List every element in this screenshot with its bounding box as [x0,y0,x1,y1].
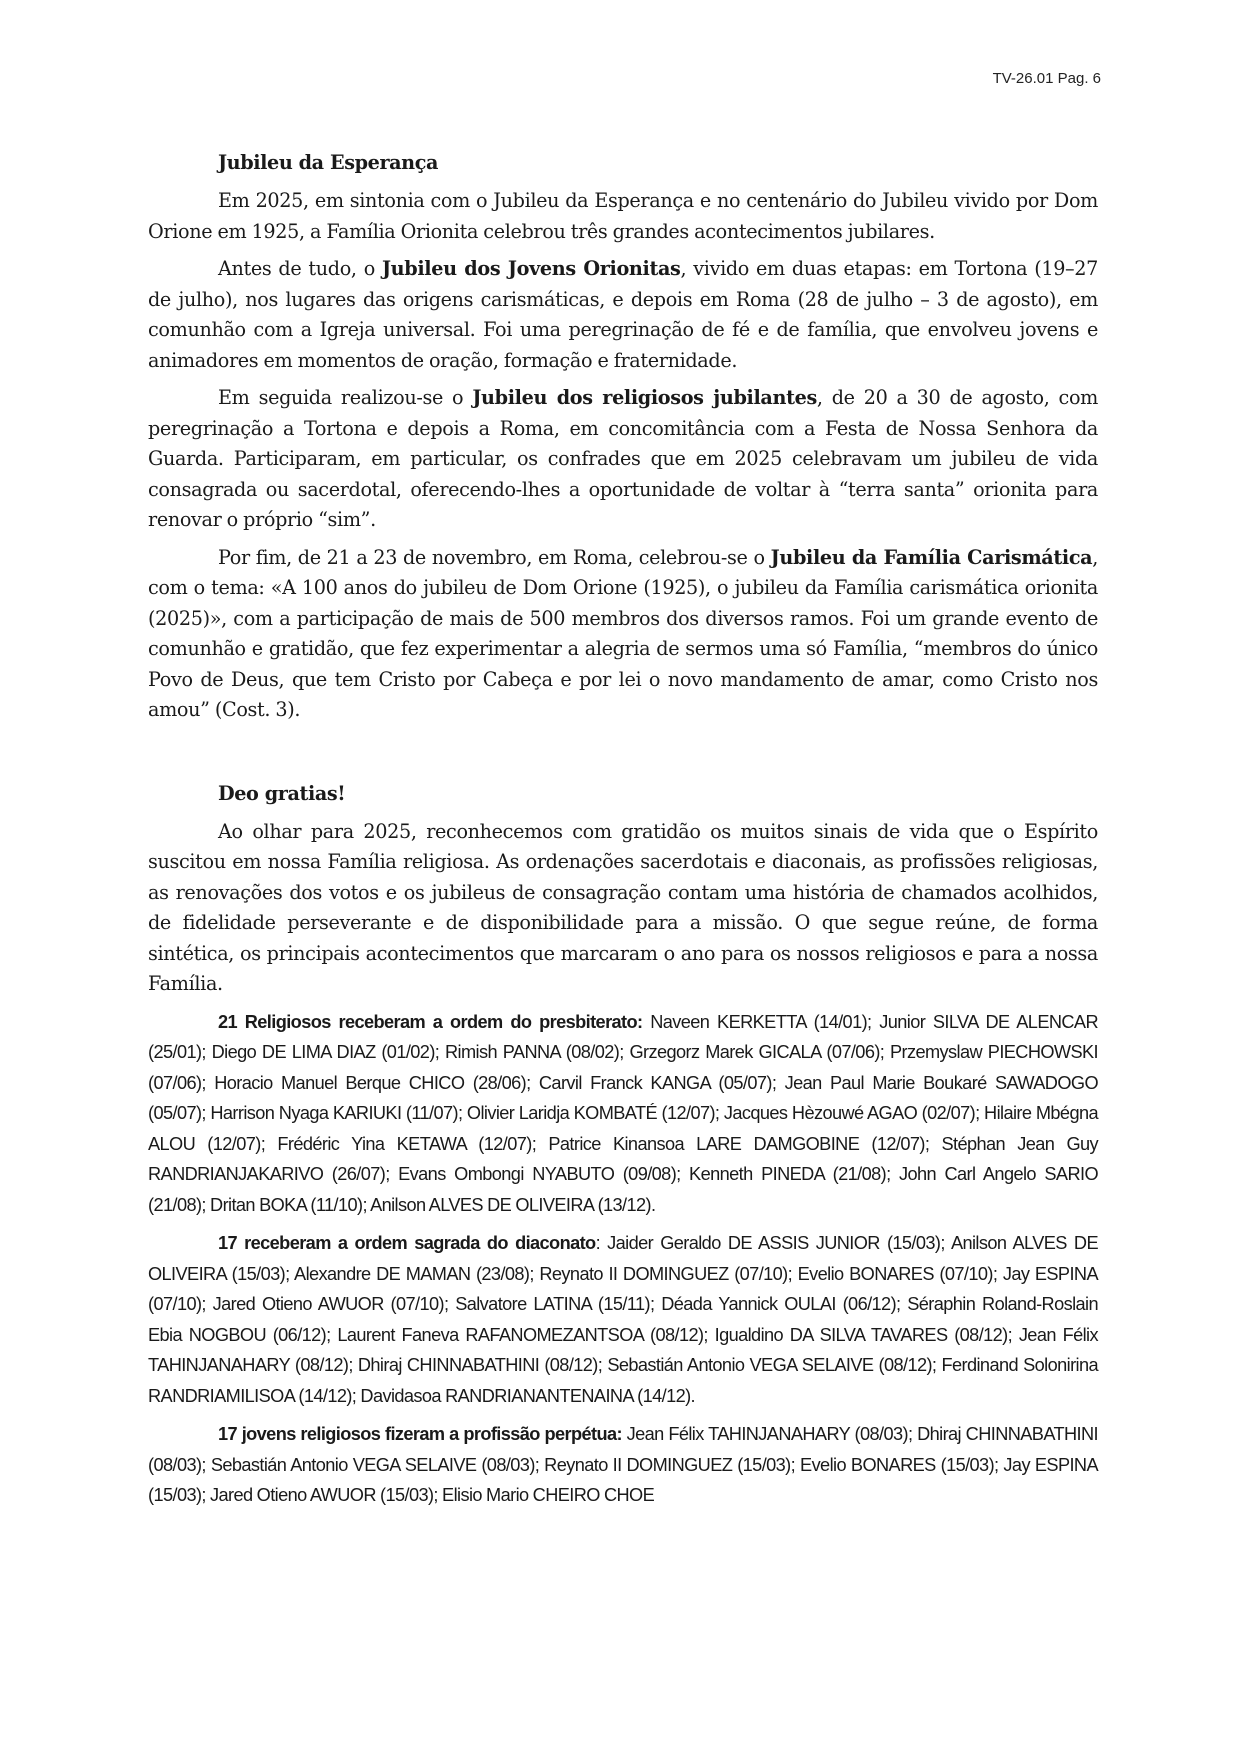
document-body [148,148,1098,1519]
list-names: Naveen KERKETTA (14/01); Junior SILVA DE ALENCAR (25/01); Diego DE LIMA DIAZ (01/02); Rimish PANNA (08/02); Grzegorz Marek GICALA (07/06); Przemyslaw PIECHOWSKI (07/06); Horacio Manuel Berque CHICO (28/06); Carvil Franck KANGA (05/07); Jean Paul Marie Boukaré SAWADOGO (05/07); Harrison Nyaga KARIUKI (11/07); Olivier Laridja KOMBATÉ (12/07); Jacques Hèzouwé AGAO (02/07); Hilaire Mbégna ALOU (12/07); Frédéric Yina KETAWA (12/07); Patrice Kinansoa LARE DAMGOBINE (12/07); Stéphan Jean Guy RANDRIANJAKARIVO (26/07); Evans Ombongi NYABUTO (09/08); Kenneth PINEDA (21/08); John Carl Angelo SARIO (21/08); Dritan BOKA (11/10); Anilson ALVES DE OLIVEIRA (13/12). [148,1011,1098,1215]
bold-term: Jubileu dos religiosos jubilantes [472,386,817,409]
text: , de 20 a 30 de agosto, com peregrinação a Tortona e depois a Roma, em concomitância com a Festa de Nossa Senhora da Guarda. Participaram, em particular, os confrades que em 2025 celebravam um jubileu de vida consagrada ou sacerdotal, oferecendo-lhes a oportunidade de voltar à “terra santa” orionita para renovar o próprio “sim”. [148,386,1098,531]
text: , com o tema: «A 100 anos do jubileu de Dom Orione (1925), o jubileu da Família carismática orionita (2025)», com a participação de mais de 500 membros dos diversos ramos. Foi um grande evento de comunhão e gratidão, que fez experimentar a alegria de sermos uma só Família, “membros do único Povo de Deus, que tem Cristo por Cabeça e por lei o novo mandamento de amar, como Cristo nos amou” (Cost. 3). [148,545,1098,721]
list-names: : Jaider Geraldo DE ASSIS JUNIOR (15/03); Anilson ALVES DE OLIVEIRA (15/03); Alexandre DE MAMAN (23/08); Reynato II DOMINGUEZ (07/10); Evelio BONARES (07/10); Jay ESPINA (07/10); Jared Otieno AWUOR (07/10); Salvatore LATINA (15/11); Déada Yannick OULAI (06/12); Séraphin Roland-Roslain Ebia NOGBOU (06/12); Laurent Faneva RAFANOMEZANTSOA (08/12); Igualdino DA SILVA TAVARES (08/12); Jean Félix TAHINJANAHARY (08/12); Dhiraj CHINNABATHINI (08/12); Sebastián Antonio VEGA SELAIVE (08/12); Ferdinand Solonirina RANDRIAMILISOA (14/12); Davidasoa RANDRIANANTENAINA (14/12). [148,1233,1098,1406]
section-title-jubileu: Jubileu da Esperança [218,151,439,174]
bold-term: Jubileu da Família Carismática [770,545,1093,569]
paragraph-intro: Em 2025, em sintonia com o Jubileu da Esperança e no centenário do Jubileu vivido por Dom Orione em 1925, a Família Orionita celebrou três grandes acontecimentos jubilares. [148,189,1098,243]
paragraph-deo-gratias: Ao olhar para 2025, reconhecemos com gratidão os muitos sinais de vida que o Espírito suscitou em nossa Família religiosa. As ordenações sacerdotais e diaconais, as profissões religiosas, as renovações dos votos e os jubileus de consagração contam uma história de chamados acolhidos, de fidelidade perseverante e de disponibilidade para a missão. O que segue reúne, de forma sintética, os principais acontecimentos que marcaram o ano para os nossos religiosos e para a nossa Família. [148,819,1098,995]
text: Em seguida realizou-se o [218,386,473,409]
list-names: Jean Félix TAHINJANAHARY (08/03); Dhiraj CHINNABATHINI (08/03); Sebastián Antonio VEGA SELAIVE (08/03); Reynato II DOMINGUEZ (15/03); Evelio BONARES (15/03); Jay ESPINA (15/03); Jared Otieno AWUOR (15/03); Elisio Mario CHEIRO CHOE [148,1424,1098,1505]
list-profissao-perpetua [148,1419,1098,1511]
paragraph-familia [148,543,1098,726]
spacer [148,733,1098,779]
list-presbiterato [148,1007,1098,1221]
text: , vivido em duas etapas: em Tortona (19–27 de julho), nos lugares das origens carismáticas, e depois em Roma (28 de julho – 3 de agosto), em comunhão com a Igreja universal. Foi uma peregrinação de fé e de família, que envolveu jovens e animadores em momentos de oração, formação e fraternidade. [148,257,1099,372]
text: Antes de tudo, o [218,257,382,280]
list-heading: 21 Religiosos receberam a ordem do presbiterato: [218,1011,643,1032]
page-reference: TV-26.01 Pag. 6 [992,70,1101,87]
section-title-deo-gratias: Deo gratias! [218,781,346,805]
list-heading: 17 jovens religiosos fizeram a profissão perpétua: [218,1424,622,1444]
bold-term: Jubileu dos Jovens Orionitas [381,257,681,280]
text: Por fim, de 21 a 23 de novembro, em Roma, celebrou-se o [218,545,771,569]
paragraph-religiosos [148,383,1098,536]
paragraph-jovens [148,254,1098,376]
list-heading: 17 receberam a ordem sagrada do diaconato [218,1233,596,1253]
list-diaconato [148,1228,1098,1411]
